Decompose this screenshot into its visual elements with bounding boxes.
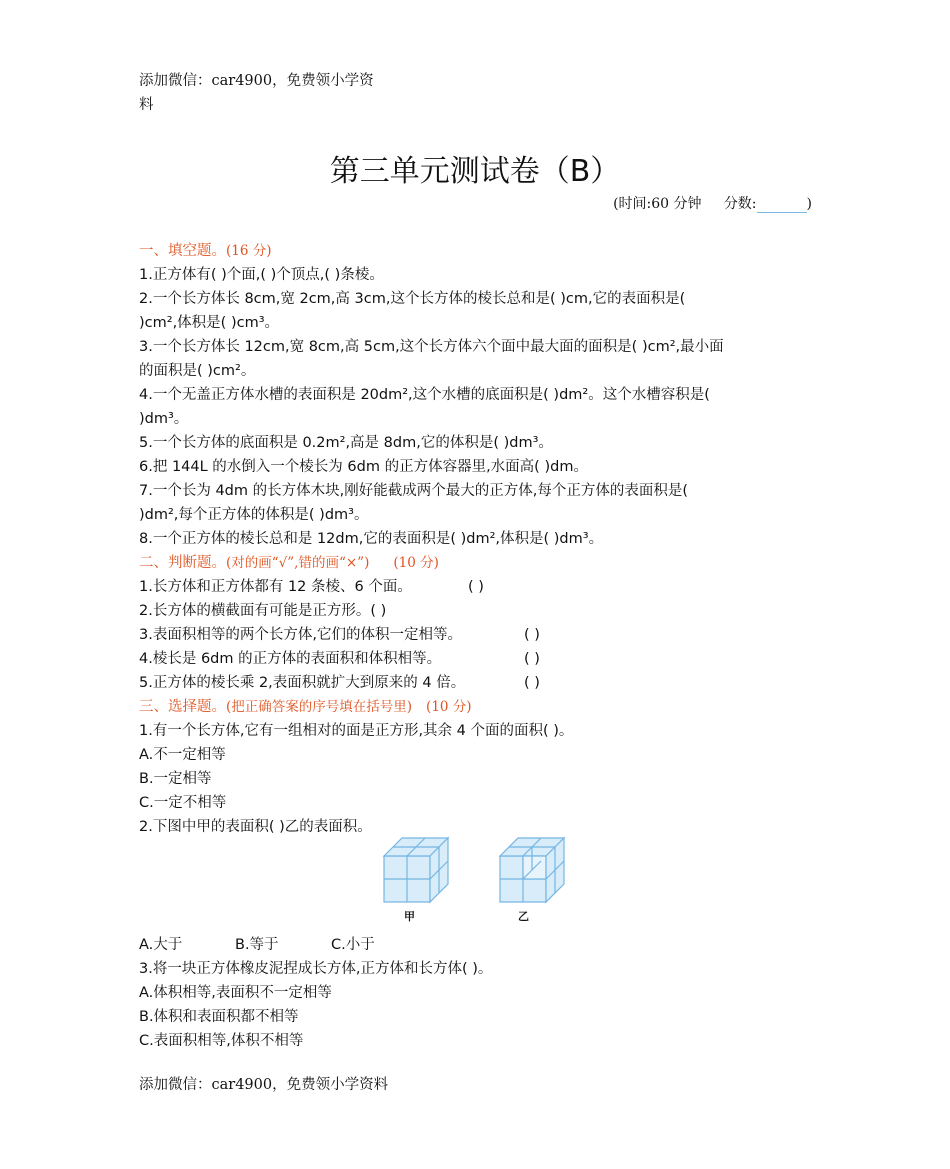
exam-meta xyxy=(613,193,812,213)
fill-line-4: 3.一个长方体长 12cm,宽 8cm,高 5cm,这个长方体六个面中最大面的面积是( )cm²,最小面 xyxy=(139,339,724,355)
judge-bracket-1: ( ) xyxy=(468,579,484,595)
fill-line-2: 2.一个长方体长 8cm,宽 2cm,高 3cm,这个长方体的棱长总和是( )cm,它的表面积是( xyxy=(139,291,686,307)
watermark-top-line2: 料 xyxy=(139,97,154,113)
judge-item-3: 3.表面积相等的两个长方体,它们的体积一定相等。 xyxy=(139,627,462,643)
section3-points: (10 分) xyxy=(426,699,472,715)
fill-line-8: 5.一个长方体的底面积是 0.2m²,高是 8dm,它的体积是( )dm³。 xyxy=(139,435,553,451)
section2-points: (10 分) xyxy=(393,555,439,571)
fill-line-10: 7.一个长为 4dm 的长方体木块,刚好能截成两个最大的正方体,每个正方体的表面积是( xyxy=(139,483,688,499)
cubes-figure xyxy=(378,832,578,928)
section3-header xyxy=(139,695,472,719)
score-blank xyxy=(757,197,807,213)
judge-bracket-4: ( ) xyxy=(524,651,540,667)
score-label: 分数: xyxy=(723,196,757,212)
fill-line-9: 6.把 144L 的水倒入一个棱长为 6dm 的正方体容器里,水面高( )dm。 xyxy=(139,459,588,475)
fill-line-6: 4.一个无盖正方体水槽的表面积是 20dm²,这个水槽的底面积是( )dm²。这个水槽容积是( xyxy=(139,387,710,403)
choice-line-5: 2.下图中甲的表面积( )乙的表面积。 xyxy=(139,819,372,835)
fill-line-1: 1.正方体有( )个面,( )个顶点,( )条棱。 xyxy=(139,267,384,283)
choice-line-2: A.不一定相等 xyxy=(139,747,226,763)
watermark-top-line1: 添加微信：car4900，免费领小学资 xyxy=(139,73,374,89)
judge-bracket-5: ( ) xyxy=(524,675,540,691)
watermark-bottom: 添加微信：car4900，免费领小学资料 xyxy=(139,1077,389,1093)
choice-line-6: 3.将一块正方体橡皮泥捏成长方体,正方体和长方体( )。 xyxy=(139,961,493,977)
meta-close: ) xyxy=(806,196,812,212)
choice-line-7: A.体积相等,表面积不一定相等 xyxy=(139,985,332,1001)
section1-title: 一、填空题。 xyxy=(139,243,226,259)
section2-title: 二、判断题。 xyxy=(139,555,226,571)
figure-label-yi: 乙 xyxy=(518,910,529,923)
choice-line-9: C.表面积相等,体积不相等 xyxy=(139,1033,304,1049)
q2-option-a: A.大于 xyxy=(139,937,183,953)
page-title: 第三单元测试卷（B） xyxy=(329,154,621,189)
fill-line-5: 的面积是( )cm²。 xyxy=(139,363,256,379)
section1-points: (16 分) xyxy=(226,243,272,259)
section3-note: (把正确答案的序号填在括号里) xyxy=(226,699,413,715)
section3-title: 三、选择题。 xyxy=(139,699,226,715)
judge-item-1: 1.长方体和正方体都有 12 条棱、6 个面。 xyxy=(139,579,412,595)
choice-line-3: B.一定相等 xyxy=(139,771,212,787)
q2-option-b: B.等于 xyxy=(235,937,279,953)
exam-time: (时间:60 分钟 xyxy=(613,196,702,212)
judge-item-5: 5.正方体的棱长乘 2,表面积就扩大到原来的 4 倍。 xyxy=(139,675,466,691)
fill-line-11: )dm²,每个正方体的体积是( )dm³。 xyxy=(139,507,369,523)
fill-line-3: )cm²,体积是( )cm³。 xyxy=(139,315,280,331)
judge-bracket-3: ( ) xyxy=(524,627,540,643)
cube-jia xyxy=(384,838,448,902)
judge-item-2: 2.长方体的横截面有可能是正方形。( ) xyxy=(139,603,387,619)
figure-label-jia: 甲 xyxy=(404,910,415,923)
judge-item-4: 4.棱长是 6dm 的正方体的表面积和体积相等。 xyxy=(139,651,442,667)
fill-line-12: 8.一个正方体的棱长总和是 12dm,它的表面积是( )dm²,体积是( )dm³。 xyxy=(139,531,604,547)
choice-line-1: 1.有一个长方体,它有一组相对的面是正方形,其余 4 个面的面积( )。 xyxy=(139,723,574,739)
section2-header xyxy=(139,551,439,575)
fill-line-7: )dm³。 xyxy=(139,411,189,427)
cube-yi xyxy=(500,838,564,902)
choice-line-4: C.一定不相等 xyxy=(139,795,227,811)
q2-option-c: C.小于 xyxy=(331,937,375,953)
choice-line-8: B.体积和表面积都不相等 xyxy=(139,1009,299,1025)
section1-header xyxy=(139,239,272,263)
section2-note: (对的画“√”,错的画“×”) xyxy=(226,555,370,571)
